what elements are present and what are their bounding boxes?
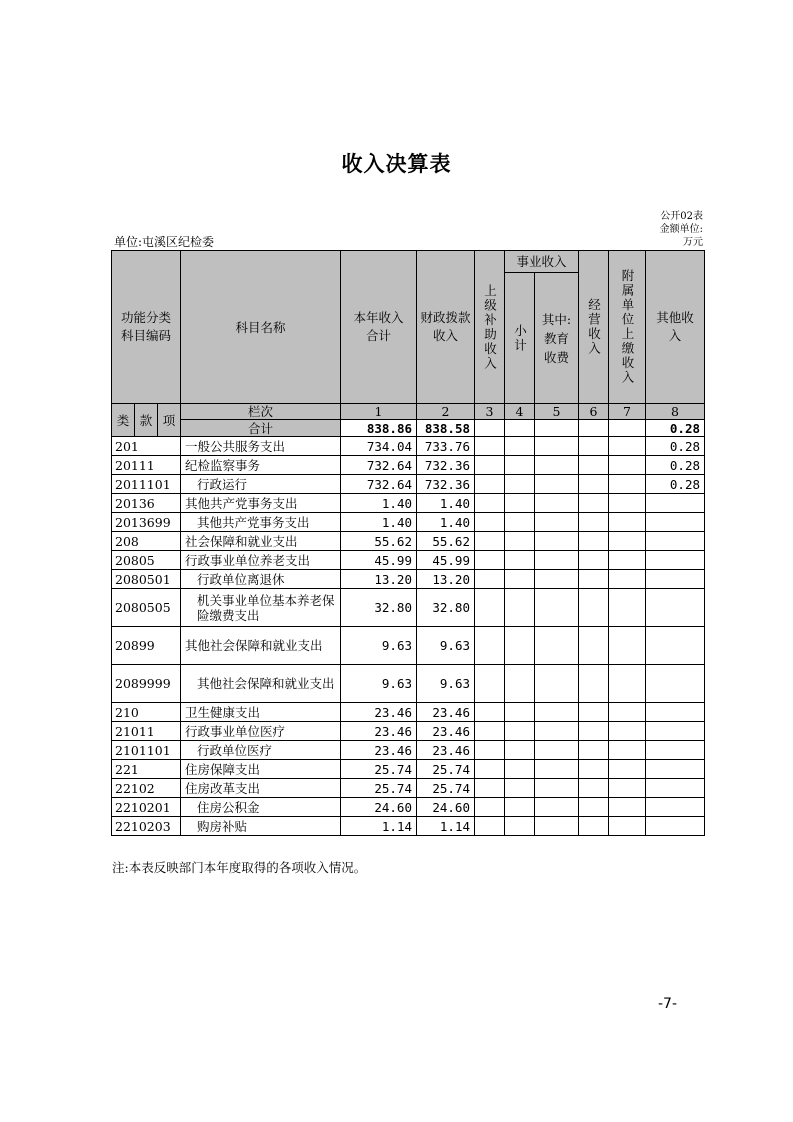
- form-number: 公开02表: [660, 211, 703, 222]
- row-fiscal: 9.63: [417, 665, 475, 703]
- row-name: 住房改革支出: [181, 779, 341, 798]
- row-total: 23.46: [341, 741, 417, 760]
- col-num: 5: [535, 404, 579, 420]
- header-func-code: 功能分类科目编码: [112, 251, 181, 404]
- row-other: [646, 665, 705, 703]
- row-name: 住房公积金: [181, 798, 341, 817]
- header-operating-income: 经营收入: [579, 251, 609, 404]
- table-row: [112, 494, 705, 513]
- row-code: 2101101: [112, 741, 181, 760]
- row-code: 2080505: [112, 589, 181, 627]
- col-num: 7: [609, 404, 646, 420]
- row-fiscal: 23.46: [417, 722, 475, 741]
- col-num: 4: [505, 404, 535, 420]
- header-heji: 合计: [181, 420, 341, 437]
- header-kuan: 款: [135, 404, 158, 437]
- income-table: [111, 250, 705, 836]
- row-fiscal: 23.46: [417, 703, 475, 722]
- row-total: 23.46: [341, 703, 417, 722]
- row-total: 734.04: [341, 437, 417, 456]
- row-total: 24.60: [341, 798, 417, 817]
- table-row: [112, 551, 705, 570]
- table-row: [112, 570, 705, 589]
- row-name: 行政单位离退休: [181, 570, 341, 589]
- row-total: 25.74: [341, 779, 417, 798]
- row-code: 2210203: [112, 817, 181, 836]
- row-name: 纪检监察事务: [181, 456, 341, 475]
- header-career-income: 事业收入: [505, 251, 579, 273]
- table-row: [112, 722, 705, 741]
- row-other: [646, 722, 705, 741]
- row-code: 2080501: [112, 570, 181, 589]
- header-subject-name: 科目名称: [181, 251, 341, 404]
- row-fiscal: 24.60: [417, 798, 475, 817]
- header-xiang: 项: [158, 404, 181, 437]
- row-code: 210: [112, 703, 181, 722]
- row-fiscal: 25.74: [417, 779, 475, 798]
- header-upper-subsidy: 上级补助收入: [475, 251, 505, 404]
- table-row: [112, 456, 705, 475]
- row-total: 1.40: [341, 513, 417, 532]
- header-other-income: 其他收入: [646, 251, 705, 404]
- row-code: 201: [112, 437, 181, 456]
- row-name: 其他共产党事务支出: [181, 513, 341, 532]
- row-total: 732.64: [341, 475, 417, 494]
- row-code: 20899: [112, 627, 181, 665]
- row-fiscal: 1.40: [417, 513, 475, 532]
- row-code: 208: [112, 532, 181, 551]
- row-other: 0.28: [646, 437, 705, 456]
- row-total: 1.40: [341, 494, 417, 513]
- row-name: 住房保障支出: [181, 760, 341, 779]
- table-row: [112, 532, 705, 551]
- header-lanci: 栏次: [181, 404, 341, 420]
- row-code: 20805: [112, 551, 181, 570]
- table-row: [112, 589, 705, 627]
- col-num: 6: [579, 404, 609, 420]
- header-affiliated-income: 附属单位上缴收入: [609, 251, 646, 404]
- row-fiscal: 1.40: [417, 494, 475, 513]
- row-total: 23.46: [341, 722, 417, 741]
- row-other: [646, 494, 705, 513]
- row-fiscal: 732.36: [417, 475, 475, 494]
- amount-unit: 万元: [683, 237, 703, 248]
- row-other: [646, 627, 705, 665]
- col-num: 2: [417, 404, 475, 420]
- row-other: [646, 532, 705, 551]
- amount-unit-label: 金额单位:: [659, 224, 703, 235]
- row-fiscal: 25.74: [417, 760, 475, 779]
- header-fiscal-income: 财政拨款收入: [417, 251, 475, 404]
- row-fiscal: 45.99: [417, 551, 475, 570]
- row-other: [646, 551, 705, 570]
- row-code: 2013699: [112, 513, 181, 532]
- header-subtotal: 小计: [505, 273, 535, 404]
- other-sum: 0.28: [646, 420, 705, 437]
- table-row: [112, 703, 705, 722]
- row-other: [646, 798, 705, 817]
- table-row: [112, 627, 705, 665]
- col-num: 1: [341, 404, 417, 420]
- total-sum: 838.86: [341, 420, 417, 437]
- row-other: 0.28: [646, 475, 705, 494]
- page-number: -7-: [658, 996, 678, 1012]
- table-row: [112, 741, 705, 760]
- header-edu-fee: 其中:教育收费: [535, 273, 579, 404]
- row-name: 机关事业单位基本养老保险缴费支出: [181, 589, 341, 627]
- row-name: 其他社会保障和就业支出: [181, 665, 341, 703]
- footnote: 注:本表反映部门本年度取得的各项收入情况。: [112, 860, 367, 875]
- row-fiscal: 733.76: [417, 437, 475, 456]
- row-fiscal: 1.14: [417, 817, 475, 836]
- row-total: 13.20: [341, 570, 417, 589]
- row-code: 20136: [112, 494, 181, 513]
- col-num: 8: [646, 404, 705, 420]
- row-other: [646, 589, 705, 627]
- row-name: 购房补贴: [181, 817, 341, 836]
- table-row: [112, 798, 705, 817]
- row-total: 9.63: [341, 627, 417, 665]
- table-row: [112, 817, 705, 836]
- row-code: 2210201: [112, 798, 181, 817]
- row-total: 1.14: [341, 817, 417, 836]
- table-row: [112, 779, 705, 798]
- row-code: 221: [112, 760, 181, 779]
- table-row: [112, 665, 705, 703]
- unit-label: 单位:屯溪区纪检委: [114, 235, 215, 249]
- row-name: 一般公共服务支出: [181, 437, 341, 456]
- row-code: 21011: [112, 722, 181, 741]
- row-code: 20111: [112, 456, 181, 475]
- page-title: 收入决算表: [341, 152, 452, 176]
- table-row: [112, 437, 705, 456]
- row-other: 0.28: [646, 456, 705, 475]
- table-row: [112, 760, 705, 779]
- header-total-income: 本年收入合计: [341, 251, 417, 404]
- row-other: [646, 741, 705, 760]
- table-row: [112, 475, 705, 494]
- row-name: 行政运行: [181, 475, 341, 494]
- row-total: 45.99: [341, 551, 417, 570]
- row-total: 55.62: [341, 532, 417, 551]
- row-total: 9.63: [341, 665, 417, 703]
- row-other: [646, 703, 705, 722]
- row-other: [646, 760, 705, 779]
- row-name: 卫生健康支出: [181, 703, 341, 722]
- row-fiscal: 23.46: [417, 741, 475, 760]
- row-name: 行政事业单位医疗: [181, 722, 341, 741]
- row-name: 社会保障和就业支出: [181, 532, 341, 551]
- row-name: 行政事业单位养老支出: [181, 551, 341, 570]
- row-fiscal: 9.63: [417, 627, 475, 665]
- table-row: [112, 513, 705, 532]
- fiscal-sum: 838.58: [417, 420, 475, 437]
- row-other: [646, 779, 705, 798]
- row-other: [646, 513, 705, 532]
- row-code: 2011101: [112, 475, 181, 494]
- row-total: 732.64: [341, 456, 417, 475]
- row-name: 行政单位医疗: [181, 741, 341, 760]
- row-code: 22102: [112, 779, 181, 798]
- row-total: 32.80: [341, 589, 417, 627]
- row-other: [646, 817, 705, 836]
- row-other: [646, 570, 705, 589]
- row-fiscal: 55.62: [417, 532, 475, 551]
- row-fiscal: 13.20: [417, 570, 475, 589]
- row-code: 2089999: [112, 665, 181, 703]
- row-fiscal: 32.80: [417, 589, 475, 627]
- col-num: 3: [475, 404, 505, 420]
- row-fiscal: 732.36: [417, 456, 475, 475]
- row-name: 其他社会保障和就业支出: [181, 627, 341, 665]
- header-lei: 类: [112, 404, 135, 437]
- row-total: 25.74: [341, 760, 417, 779]
- row-name: 其他共产党事务支出: [181, 494, 341, 513]
